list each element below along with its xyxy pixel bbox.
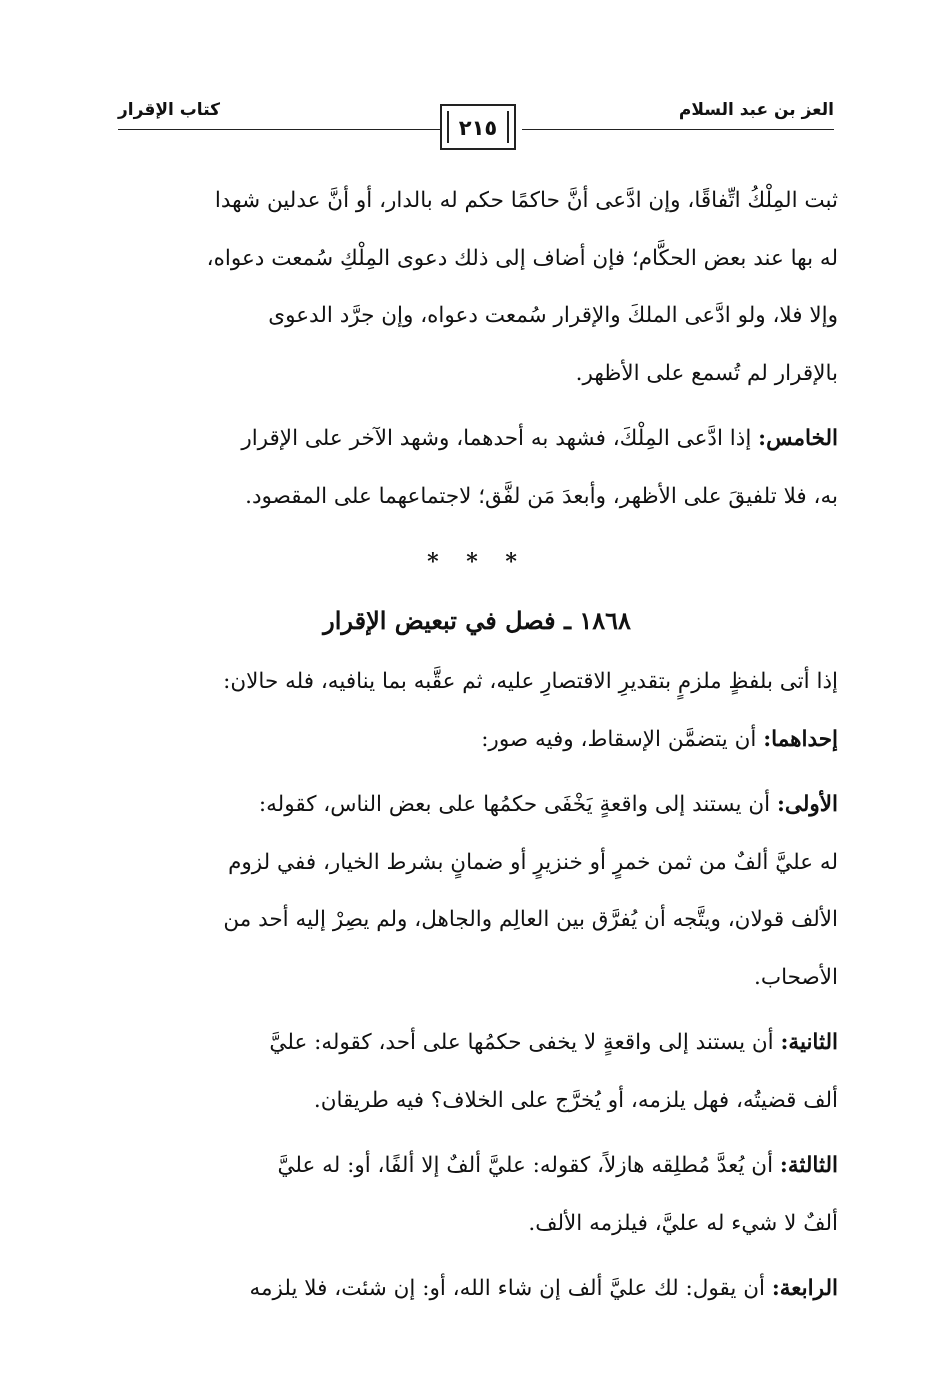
- paragraph-1: [116, 172, 838, 402]
- text-line: له عليَّ ألفٌ من ثمن خمرٍ أو خنزيرٍ أو ضمانٍ بشرط الخيار، ففي لزوم: [228, 849, 838, 875]
- text-run: أن يُعدَّ مُطلِقه هازلاً، كقوله: عليَّ ألفٌ إلا ألفًا، أو: له عليَّ: [277, 1153, 774, 1178]
- page-number: ٢١٥: [458, 116, 498, 140]
- text-line: الألف قولان، ويتَّجه أن يُفرَّق بين العالِم والجاهل، ولم يصِرْ إليه أحد من: [223, 907, 838, 932]
- text-line: ألف قضيتُه، فهل يلزمه، أو يُخرَّج على الخلاف؟ فيه طريقان.: [313, 1087, 838, 1113]
- text-line: [116, 1014, 838, 1072]
- text-run: أن يقول: لك عليَّ ألف إن شاء الله، أو: إن شئت، فلا يلزمه: [249, 1276, 765, 1301]
- header-rule-right: [522, 129, 834, 130]
- text-line: ألفٌ لا شيء له عليَّ، فيلزمه الألف.: [528, 1210, 838, 1236]
- paragraph-lead: الثالثة:: [779, 1153, 838, 1178]
- text-line: [116, 711, 838, 769]
- paragraph-ihdahuma: [116, 711, 838, 769]
- page-number-frame: [440, 104, 516, 150]
- paragraph-lead: الأولى:: [776, 792, 838, 817]
- text-line: [116, 1137, 838, 1195]
- text-line: [116, 410, 838, 468]
- text-run: أن يستند إلى واقعةٍ يَخْفَى حكمُها على بعض الناس، كقوله:: [258, 792, 771, 817]
- text-line: ثبت المِلْكُ اتِّفاقًا، وإن ادَّعى أنَّ حاكمًا حكم له بالدار، أو أنَّ عدلين شهدا: [214, 188, 838, 213]
- text-line: [116, 776, 838, 834]
- section-heading: ١٨٦٨ ـ فصل في تبعيض الإقرار: [323, 606, 631, 635]
- running-header-author: العز بن عبد السلام: [678, 100, 834, 120]
- paragraph-rabia: [116, 1260, 838, 1318]
- paragraph-khamis: [116, 410, 838, 525]
- text-line: له بها عند بعض الحكَّام؛ فإن أضاف إلى ذلك دعوى المِلْكِ سُمعت دعواه،: [206, 245, 838, 271]
- text-line: [116, 1260, 838, 1318]
- text-line: وإلا فلا، ولو ادَّعى الملكَ والإقرار سُمعت دعواه، وإن جرَّد الدعوى: [268, 303, 838, 328]
- page-body: [116, 172, 838, 1318]
- text-line: إذا أتى بلفظٍ ملزمٍ بتقديرِ الاقتصارِ عليه، ثم عقَّبه بما ينافيه، فله حالان:: [223, 669, 838, 694]
- header-rule-left: [118, 129, 442, 130]
- paragraph-intro: [116, 653, 838, 711]
- paragraph-ula: [116, 776, 838, 1006]
- text-line: بالإقرار لم تُسمع على الأظهر.: [575, 360, 838, 386]
- section-separator: * * *: [427, 549, 527, 575]
- paragraph-thaniya: [116, 1014, 838, 1129]
- text-line: به، فلا تلفيقَ على الأظهر، وأبعدَ مَن لفَّق؛ لاجتماعهما على المقصود.: [245, 483, 838, 509]
- running-header-section: كتاب الإقرار: [118, 100, 221, 120]
- paragraph-lead: الثانية:: [780, 1030, 838, 1055]
- paragraph-lead: الرابعة:: [771, 1276, 838, 1301]
- paragraph-lead: الخامس:: [758, 426, 838, 451]
- paragraph-thalitha: [116, 1137, 838, 1252]
- text-run: أن يستند إلى واقعةٍ لا يخفى حكمُها على أحد، كقوله: عليَّ: [269, 1030, 774, 1055]
- paragraph-lead: إحداهما:: [763, 726, 838, 752]
- text-run: إذا ادَّعى المِلْكَ، فشهد به أحدهما، وشهد الآخر على الإقرار: [241, 426, 752, 451]
- text-line: الأصحاب.: [754, 964, 838, 990]
- text-run: أن يتضمَّن الإسقاط، وفيه صور:: [481, 726, 757, 752]
